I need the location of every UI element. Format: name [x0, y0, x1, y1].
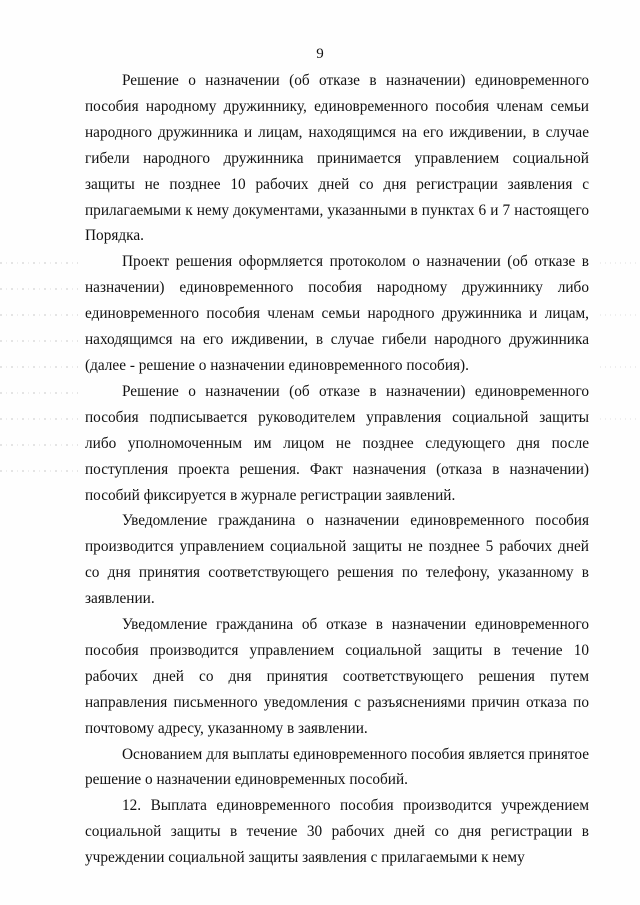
scan-noise	[0, 418, 78, 420]
paragraph-draft-decision: Проект решения оформляется протоколом о назначении (об отказе в назначении) единовременного пособия народному дружиннику либо единовременного пособия членам семьи народного дружинника и лицам, находящимся на его иждивении, в случае гибели народного дружинника (далее - решение о назначении единовременного пособия).	[85, 253, 589, 374]
paragraph-item-12: 12. Выплата единовременного пособия производится учреждением социальной защиты в течение 30 рабочих дней со дня регистрации в учреждении социальной защиты заявления с прилагаемыми к нему	[85, 797, 589, 867]
scan-noise	[0, 262, 78, 264]
scan-noise	[600, 314, 640, 316]
scan-noise	[0, 288, 78, 290]
paragraph-decision-deadline: Решение о назначении (об отказе в назначении) единовременного пособия народному дружиннику, единовременного пособия членам семьи народного дружинника и лицам, находящимся на его иждивении, в случае гибели народного дружинника принимается управлением социальной защиты не позднее 10 рабочих дней со дня регистрации заявления с прилагаемыми к нему документами, указанными в пунктах 6 и 7 настоящего Порядка.	[85, 72, 589, 245]
scan-noise	[600, 366, 640, 368]
scan-noise	[600, 262, 640, 264]
page-number: 9	[316, 46, 324, 62]
scan-noise	[0, 392, 78, 394]
paragraph-decision-signing: Решение о назначении (об отказе в назначении) единовременного пособия подписывается руководителем управления социальной защиты либо уполномоченным им лицом не позднее следующего дня после поступления проекта решения. Факт назначения (отказа в назначении) пособий фиксируется в журнале регистрации заявлений.	[85, 382, 589, 504]
scan-noise	[0, 366, 78, 368]
scan-noise	[0, 444, 78, 446]
paragraph-notification-granted: Уведомление гражданина о назначении единовременного пособия производится управлением социальной защиты не позднее 5 рабочих дней со дня принятия соответствующего решения по телефону, указанному в заявлении.	[85, 512, 589, 608]
paragraph-notification-refusal: Уведомление гражданина об отказе в назначении единовременного пособия производится управлением социальной защиты в течение 10 рабочих дней со дня принятия соответствующего решения путем направления письменного уведомления с разъяснениями причин отказа по почтовому адресу, указанному в заявлении.	[85, 616, 589, 737]
document-body	[85, 68, 589, 871]
scan-noise	[600, 418, 640, 420]
scan-noise	[0, 470, 78, 472]
scan-noise	[0, 340, 78, 342]
scan-noise	[0, 314, 78, 316]
paragraph-payment-basis: Основанием для выплаты единовременного пособия является принятое решение о назначении единовременных пособий.	[85, 745, 589, 789]
